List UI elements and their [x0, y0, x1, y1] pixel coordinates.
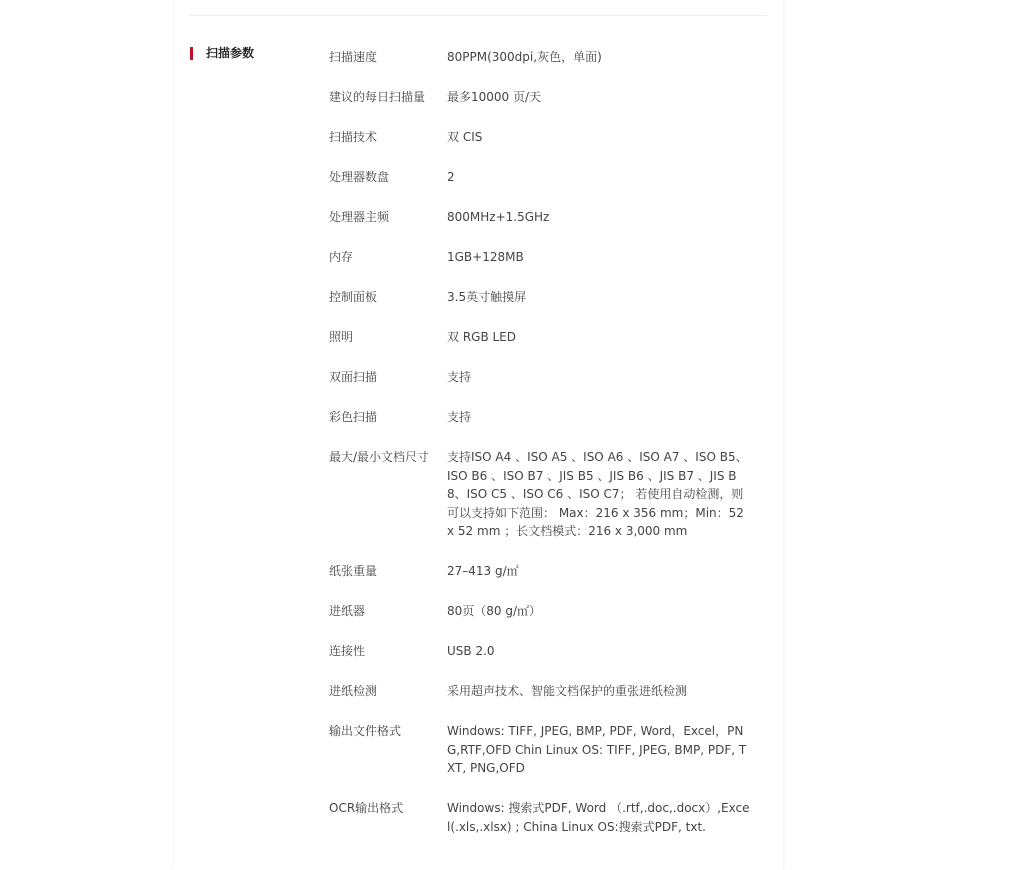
spec-label: 彩色扫描: [329, 410, 378, 424]
spec-value: 80PPM(300dpi,灰色，单面): [447, 50, 602, 64]
spec-label: 照明: [329, 330, 354, 344]
spec-row-paper-weight: [329, 562, 759, 581]
spec-label: 控制面板: [329, 290, 378, 304]
spec-row-feed-detection: [329, 682, 759, 701]
top-divider: [189, 15, 767, 16]
spec-row-memory: [329, 248, 759, 267]
spec-label: 输出文件格式: [329, 724, 402, 738]
spec-table: [329, 48, 759, 858]
spec-row-processor-count: [329, 168, 759, 187]
spec-value: 双 CIS: [447, 130, 483, 144]
spec-value: 800MHz+1.5GHz: [447, 210, 550, 224]
spec-label: 扫描技术: [329, 130, 378, 144]
spec-row-document-size: [329, 448, 759, 541]
spec-row-processor-frequency: [329, 208, 759, 227]
spec-value: 1GB+128MB: [447, 250, 524, 264]
spec-label: 最大/最小文档尺寸: [329, 450, 430, 464]
spec-label: 进纸检测: [329, 684, 378, 698]
spec-row-ocr-formats: [329, 799, 759, 836]
spec-row-connectivity: [329, 642, 759, 661]
spec-value: 27–413 g/㎡: [447, 564, 519, 578]
spec-row-duplex-scan: [329, 368, 759, 387]
spec-row-scan-speed: [329, 48, 759, 67]
spec-value: 双 RGB LED: [447, 330, 517, 344]
spec-row-scan-technology: [329, 128, 759, 147]
spec-row-output-formats: [329, 722, 759, 778]
spec-value: 3.5英寸触摸屏: [447, 290, 527, 304]
spec-value: 最多10000 页/天: [447, 90, 542, 104]
spec-value: Windows: TIFF, JPEG, BMP, PDF, Word，Excel，PNG,RTF,OFD Chin Linux OS: TIFF, JPEG, BMP, PDF, TXT, PNG,OFD: [447, 724, 747, 775]
section-accent-bar: [190, 47, 193, 60]
spec-label: 双面扫描: [329, 370, 378, 384]
spec-value: USB 2.0: [447, 644, 495, 658]
section-title: 扫描参数: [206, 46, 255, 60]
spec-value: 80页（80 g/㎡）: [447, 604, 542, 618]
spec-value: 采用超声技术、智能文档保护的重张进纸检测: [447, 684, 688, 698]
spec-row-control-panel: [329, 288, 759, 307]
spec-label: 纸张重量: [329, 564, 378, 578]
spec-value: 支持ISO A4 、ISO A5 、ISO A6 、ISO A7 、ISO B5、ISO B6 、ISO B7 、JIS B5 、JIS B6 、JIS B7 、JIS B8、ISO C5 、ISO C6 、ISO C7； 若使用自动检测，则可以支持如下范围： Max：216 x 356 mm；Min：52 x 52 mm ；长文档模式：216 x 3,000 mm: [447, 450, 748, 538]
spec-row-color-scan: [329, 408, 759, 427]
spec-label: 扫描速度: [329, 50, 378, 64]
spec-value: Windows: 搜索式PDF, Word （.rtf,.doc,.docx）,Excel(.xls,.xlsx) ; China Linux OS:搜索式PDF, txt.: [447, 801, 750, 834]
spec-value: 支持: [447, 370, 472, 384]
spec-value: 支持: [447, 410, 472, 424]
spec-label: 进纸器: [329, 604, 366, 618]
spec-label: 建议的每日扫描量: [329, 90, 426, 104]
spec-label: 处理器主频: [329, 210, 390, 224]
spec-row-daily-volume: [329, 88, 759, 107]
spec-label: OCR输出格式: [329, 801, 404, 815]
spec-value: 2: [447, 170, 455, 184]
spec-label: 内存: [329, 250, 354, 264]
spec-label: 处理器数盘: [329, 170, 390, 184]
spec-label: 连接性: [329, 644, 366, 658]
spec-row-lighting: [329, 328, 759, 347]
spec-row-feeder: [329, 602, 759, 621]
